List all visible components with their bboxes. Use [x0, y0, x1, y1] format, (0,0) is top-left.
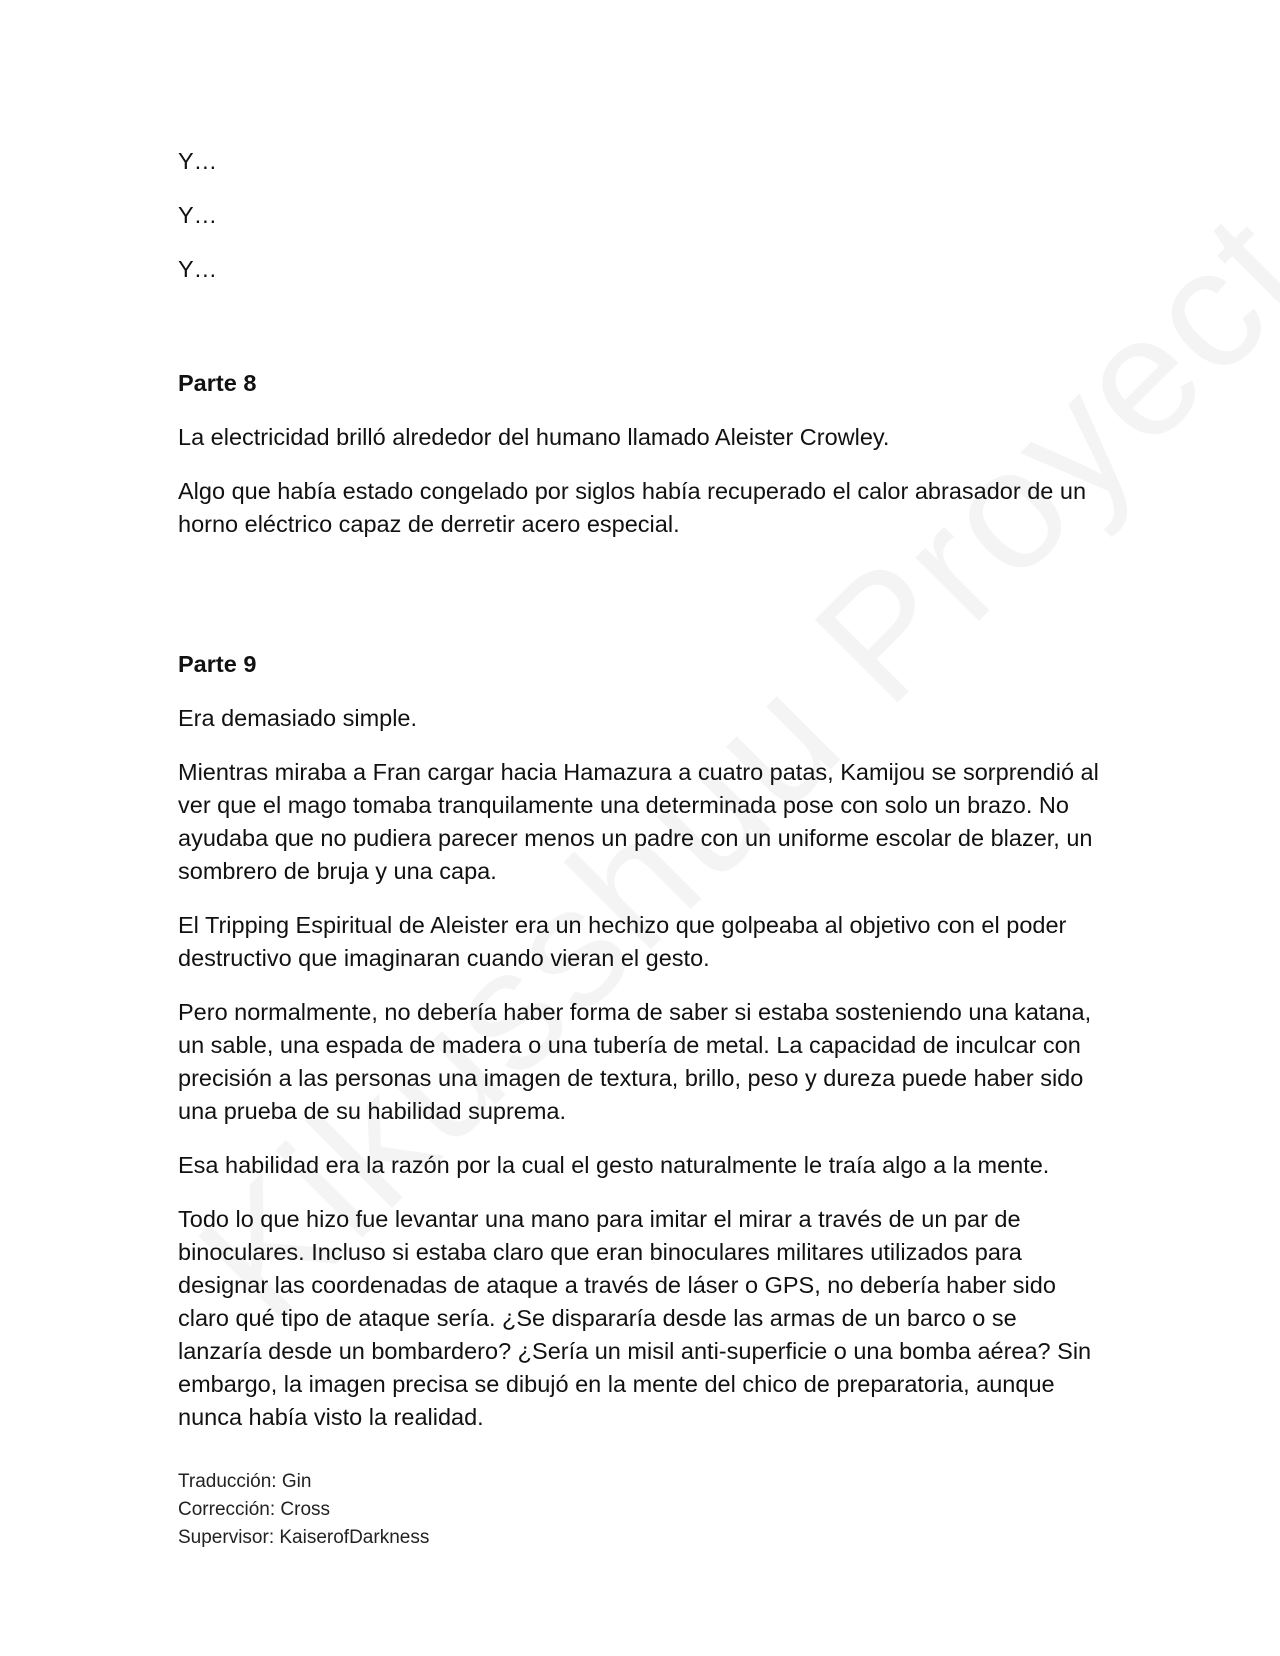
- paragraph: Esa habilidad era la razón por la cual el gesto naturalmente le traía algo a la mente.: [178, 1152, 1050, 1178]
- intro-line: Y…: [178, 202, 218, 228]
- credits-block: [178, 1468, 429, 1552]
- paragraph: Algo que había estado congelado por siglos había recuperado el calor abrasador de un horno eléctrico capaz de derretir acero especial.: [178, 478, 1087, 537]
- intro-line: Y…: [178, 256, 218, 282]
- spacer: [178, 307, 1103, 367]
- section-heading: Parte 8: [178, 370, 257, 396]
- paragraph: Mientras miraba a Fran cargar hacia Hamazura a cuatro patas, Kamijou se sorprendió al ver que el mago tomaba tranquilamente una determinada pose con solo un brazo. No ayudaba que no pudiera parecer menos un padre con un uniforme escolar de blazer, un sombrero de bruja y una capa.: [178, 759, 1099, 884]
- paragraph: La electricidad brilló alrededor del humano llamado Aleister Crowley.: [178, 424, 890, 450]
- intro-line: Y…: [178, 148, 218, 174]
- credit-correction: Corrección: Cross: [178, 1499, 331, 1520]
- paragraph: Era demasiado simple.: [178, 705, 418, 731]
- intro-lines: [178, 145, 1103, 286]
- document-body: [178, 145, 1103, 1455]
- spacer: [178, 562, 1103, 648]
- section-heading: Parte 9: [178, 651, 257, 677]
- paragraph: El Tripping Espiritual de Aleister era un hechizo que golpeaba al objetivo con el poder destructivo que imaginaran cuando vieran el gesto.: [178, 912, 1067, 971]
- section-part-9: [178, 648, 1103, 1434]
- paragraph: Pero normalmente, no debería haber forma de saber si estaba sosteniendo una katana, un sable, una espada de madera o una tubería de metal. La capacidad de inculcar con precisión a las personas una imagen de textura, brillo, peso y dureza puede haber sido una prueba de su habilidad suprema.: [178, 999, 1092, 1124]
- credit-translation: Traducción: Gin: [178, 1471, 312, 1492]
- paragraph: Todo lo que hizo fue levantar una mano para imitar el mirar a través de un par de binoculares. Incluso si estaba claro que eran binoculares militares utilizados para designar las coordenadas de ataque a través de láser o GPS, no debería haber sido claro qué tipo de ataque sería. ¿Se dispararía desde las armas de un barco o se lanzaría desde un bombardero? ¿Sería un misil anti-superficie o una bomba aérea? Sin embargo, la imagen precisa se dibujó en la mente del chico de preparatoria, aunque nunca había visto la realidad.: [178, 1206, 1092, 1430]
- credit-supervisor: Supervisor: KaiserofDarkness: [178, 1527, 430, 1548]
- section-part-8: [178, 367, 1103, 541]
